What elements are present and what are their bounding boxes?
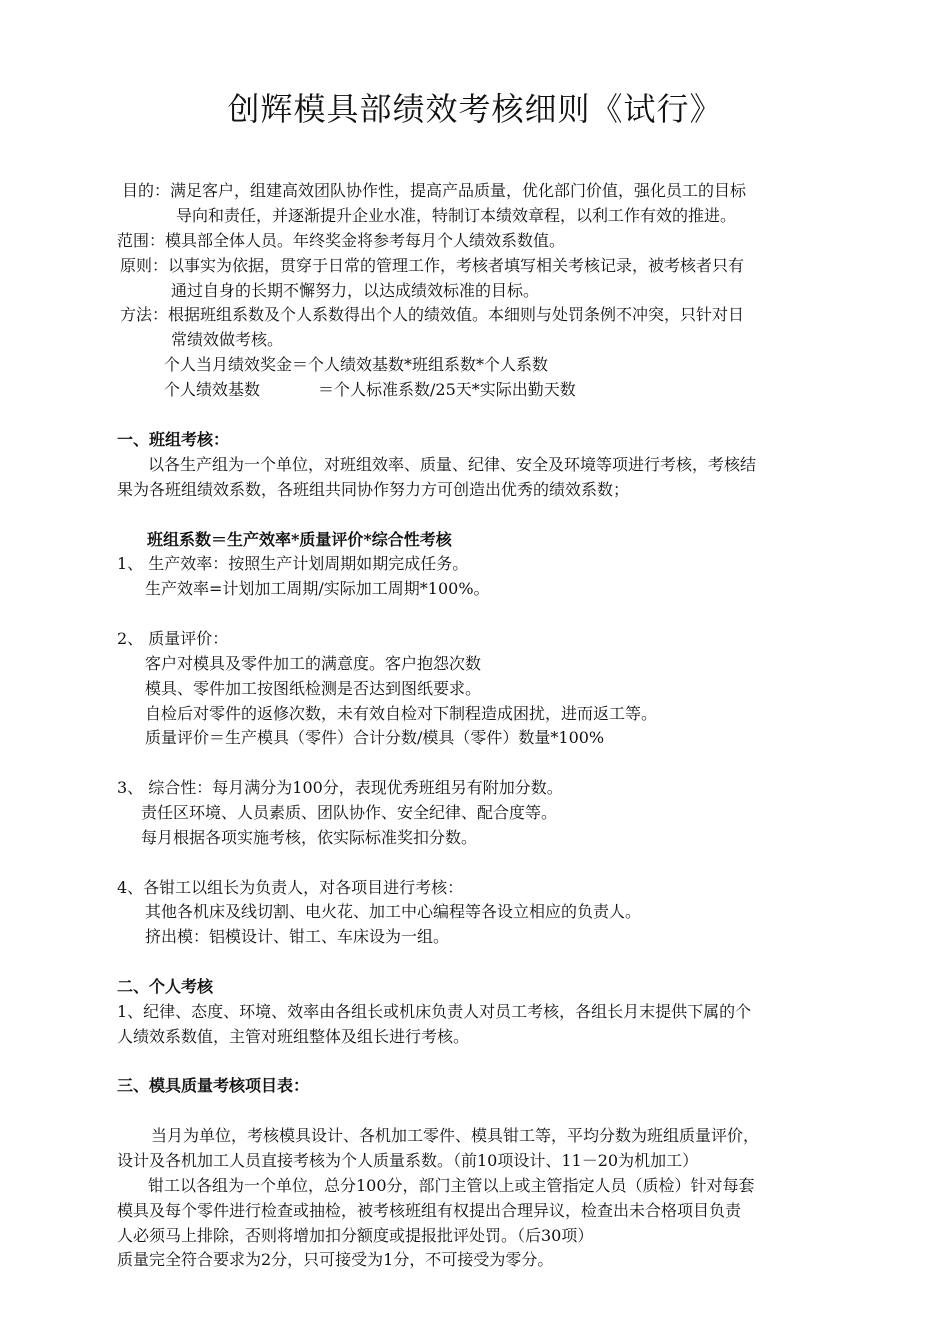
paragraph-line: 以各生产组为一个单位，对班组效率、质量、纪律、安全及环境等项进行考核，考核结	[148, 455, 757, 474]
principle-line: 通过自身的长期不懈努力，以达成绩效标准的目标。	[171, 281, 540, 300]
formula-line: 个人当月绩效奖金＝个人绩效基数*班组系数*个人系数	[164, 355, 549, 374]
section-heading: 三、模具质量考核项目表：	[117, 1076, 310, 1095]
list-item: 1、 生产效率：按照生产计划周期如期完成任务。	[117, 554, 469, 573]
paragraph-line: 人绩效系数值，主管对班组整体及组长进行考核。	[117, 1027, 470, 1046]
formula-expression: ＝个人标准系数/25天*实际出勤天数	[318, 380, 576, 399]
purpose-line: 目的：满足客户，组建高效团队协作性，提高产品质量，优化部门价值，强化员工的目标	[122, 181, 747, 200]
list-item-detail: 生产效率=计划加工周期/实际加工周期*100%。	[145, 579, 490, 598]
list-item-detail: 责任区环境、人员素质、团队协作、安全纪律、配合度等。	[141, 803, 558, 822]
list-item-detail: 客户对模具及零件加工的满意度。客户抱怨次数	[145, 654, 482, 673]
section-heading: 二、个人考核	[117, 977, 214, 996]
list-item-detail: 每月根据各项实施考核，依实际标准奖扣分数。	[141, 828, 478, 847]
paragraph-line: 果为各班组绩效系数，各班组共同协作努力方可创造出优秀的绩效系数；	[117, 480, 630, 499]
list-item-detail: 其他各机床及线切割、电火花、加工中心编程等各设立相应的负责人。	[145, 902, 642, 921]
list-item-detail: 模具、零件加工按图纸检测是否达到图纸要求。	[145, 679, 482, 698]
paragraph-line: 人必须马上排除，否则将增加扣分额度或提报批评处罚。（后30项）	[117, 1226, 594, 1245]
paragraph-line: 模具及每个零件进行检查或抽检，被考核班组有权提出合理异议，检查出未合格项目负责	[117, 1201, 742, 1220]
list-item-detail: 挤出模：铝模设计、钳工、车床设为一组。	[145, 927, 450, 946]
list-item: 4、各钳工以组长为负责人，对各项目进行考核：	[117, 878, 464, 897]
paragraph-line: 设计及各机加工人员直接考核为个人质量系数。（前10项设计、11－20为机加工）	[117, 1151, 699, 1170]
list-item-detail: 质量评价＝生产模具（零件）合计分数/模具（零件）数量*100%	[145, 728, 605, 747]
group-formula: 班组系数＝生产效率*质量评价*综合性考核	[147, 530, 452, 549]
paragraph-line: 质量完全符合要求为2分，只可接受为1分，不可接受为零分。	[117, 1250, 554, 1269]
list-item: 3、 综合性：每月满分为100分，表现优秀班组另有附加分数。	[117, 778, 563, 797]
method-line: 方法：根据班组系数及个人系数得出个人的绩效值。本细则与处罚条例不冲突，只针对日	[120, 305, 745, 324]
paragraph-line: 1、纪律、态度、环境、效率由各组长或机床负责人对员工考核，各组长月末提供下属的个	[117, 1002, 752, 1021]
paragraph-line: 当月为单位，考核模具设计、各机加工零件、模具钳工等，平均分数为班组质量评价，	[151, 1126, 760, 1145]
purpose-line: 导向和责任，并逐渐提升企业水准，特制订本绩效章程，以利工作有效的推进。	[176, 206, 737, 225]
principle-line: 原则：以事实为依据，贯穿于日常的管理工作，考核者填写相关考核记录，被考核者只有	[120, 256, 745, 275]
section-heading: 一、班组考核：	[117, 430, 230, 449]
paragraph-line: 钳工以各组为一个单位，总分100分，部门主管以上或主管指定人员（质检）针对每套	[148, 1176, 755, 1195]
scope-line: 范围：模具部全体人员。年终奖金将参考每月个人绩效系数值。	[117, 231, 566, 250]
list-item-detail: 自检后对零件的返修次数，未有效自检对下制程造成困扰，进而返工等。	[145, 704, 658, 723]
method-line: 常绩效做考核。	[171, 330, 284, 349]
page-title: 创辉模具部绩效考核细则《试行》	[227, 90, 723, 128]
list-item: 2、 质量评价：	[117, 629, 229, 648]
formula-label: 个人绩效基数	[164, 380, 261, 399]
